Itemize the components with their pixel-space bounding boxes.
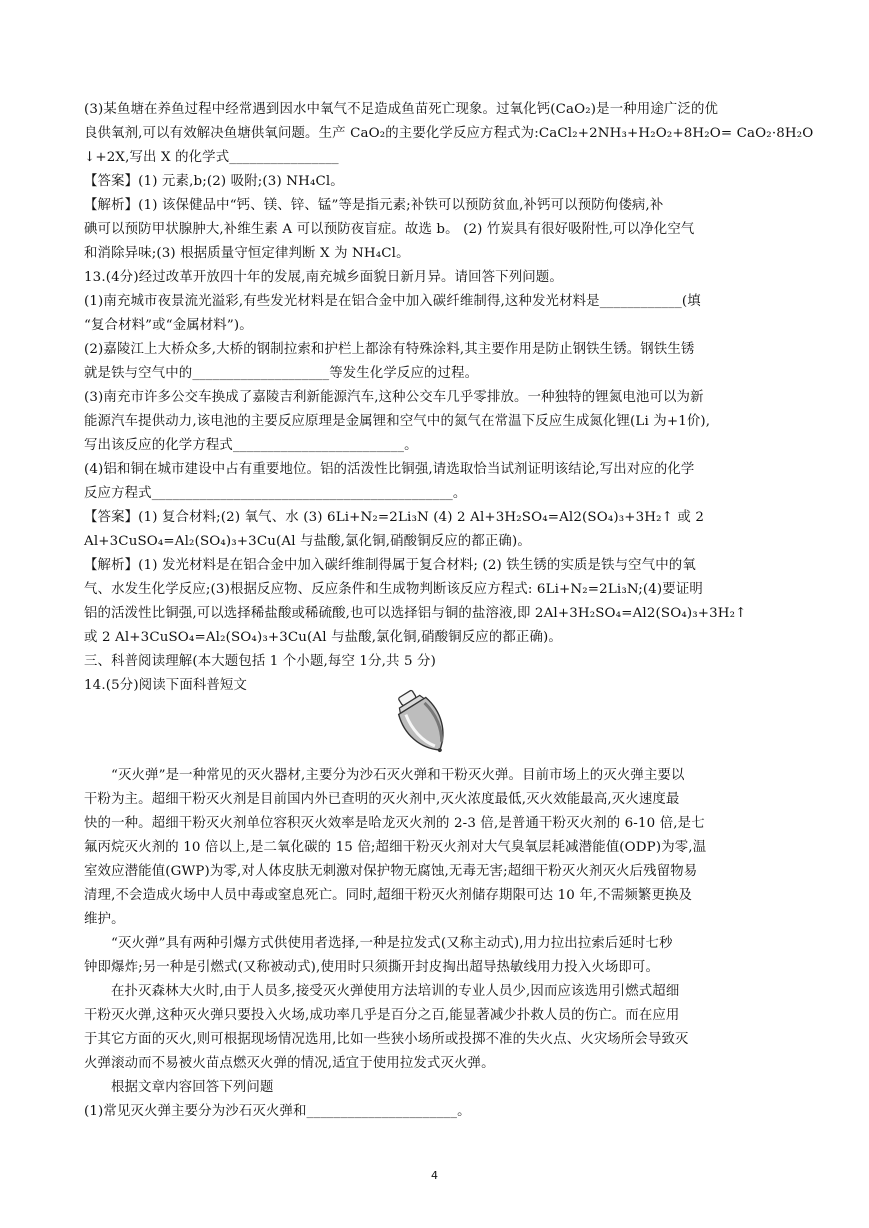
- analysis-line: 【解析】(1) 发光材料是在铝合金中加入碳纤维制得属于复合材料; (2) 铁生锈的实质是铁与空气中的氧: [84, 558, 696, 573]
- text-line: 和消除异味;(3) 根据质量守恒定律判断 X 为 NH₄Cl。: [84, 246, 410, 261]
- paragraph-line: 清理,不会造成火场中人员中毒或窒息死亡。同时,超细干粉灭火剂储存期限可达 10 年,不需频繁更换及: [84, 888, 693, 903]
- paragraph-line: 干粉为主。超细干粉灭火剂是目前国内外已查明的灭火剂中,灭火浓度最低,灭火效能最高,灭火速度最: [84, 792, 680, 807]
- section-heading: 三、科普阅读理解(本大题包括 1 个小题,每空 1分,共 5 分): [84, 654, 436, 669]
- paragraph-line: 维护。: [84, 912, 125, 927]
- text-line: Al+3CuSO₄=Al₂(SO₄)₃+3Cu(Al 与盐酸,氯化铜,硝酸铜反应的都正确)。: [84, 534, 531, 549]
- text-line: (1)南充城市夜景流光溢彩,有些发光材料是在铝合金中加入碳纤维制得,这种发光材料是____________(填: [84, 294, 701, 309]
- paragraph-line: “灭火弹”具有两种引爆方式供使用者选择,一种是拉发式(又称主动式),用力拉出拉索后延时七秒: [111, 936, 673, 951]
- text-line: 良供氧剂,可以有效解决鱼塘供氧问题。生产 CaO₂的主要化学反应方程式为:CaCl₂+2NH₃+H₂O₂+8H₂O= CaO₂·8H₂O: [84, 126, 814, 141]
- text-line: (3)某鱼塘在养鱼过程中经常遇到因水中氧气不足造成鱼苗死亡现象。过氧化钙(CaO₂)是一种用途广泛的优: [84, 102, 719, 117]
- text-line: (2)嘉陵江上大桥众多,大桥的钢制拉索和护栏上都涂有特殊涂料,其主要作用是防止钢铁生锈。钢铁生锈: [84, 342, 695, 357]
- paragraph-line: (1)常见灭火弹主要分为沙石灭火弹和______________________。: [84, 1104, 471, 1119]
- question-13-title: 13.(4分)经过改革开放四十年的发展,南充城乡面貌日新月异。请回答下列问题。: [84, 270, 563, 285]
- text-line: 气、水发生化学反应;(3)根据反应物、反应条件和生成物判断该反应方程式: 6Li+N₂=2Li₃N;(4)要证明: [84, 582, 703, 597]
- text-line: 反应方程式____________________________________________。: [84, 486, 467, 501]
- text-line: 写出该反应的化学方程式_________________________。: [84, 438, 418, 453]
- paragraph-line: 氟丙烷灭火剂的 10 倍以上,是二氧化碳的 15 倍;超细干粉灭火剂对大气臭氧层耗减潜能值(ODP)为零,温: [84, 840, 707, 855]
- analysis-line: 【解析】(1) 该保健品中“钙、镁、锌、锰”等是指元素;补铁可以预防贫血,补钙可以预防佝偻病,补: [84, 198, 664, 213]
- paragraph-line: 快的一种。超细干粉灭火剂单位容积灭火效率是哈龙灭火剂的 2-3 倍,是普通干粉灭火剂的 6-10 倍,是七: [84, 816, 705, 831]
- page-number: 4: [431, 1169, 438, 1182]
- answer-line: 【答案】(1) 复合材料;(2) 氧气、水 (3) 6Li+N₂=2Li₃N (4) 2 Al+3H₂SO₄=Al2(SO₄)₃+3H₂↑ 或 2: [84, 510, 705, 525]
- paragraph-line: “灭火弹”是一种常见的灭火器材,主要分为沙石灭火弹和干粉灭火弹。目前市场上的灭火弹主要以: [111, 768, 685, 783]
- paragraph-line: 根据文章内容回答下列问题: [111, 1080, 274, 1095]
- text-line: (3)南充市许多公交车换成了嘉陵吉利新能源汽车,这种公交车几乎零排放。一种独特的锂氮电池可以为新: [84, 390, 704, 405]
- text-line: 铝的活泼性比铜强,可以选择稀盐酸或稀硫酸,也可以选择铝与铜的盐溶液,即 2Al+3H₂SO₄=Al2(SO₄)₃+3H₂↑: [84, 606, 747, 621]
- paragraph-line: 干粉灭火弹,这种灭火弹只要投入火场,成功率几乎是百分之百,能显著减少扑救人员的伤亡。而在应用: [84, 1008, 680, 1023]
- text-line: 或 2 Al+3CuSO₄=Al₂(SO₄)₃+3Cu(Al 与盐酸,氯化铜,硝酸铜反应的都正确)。: [84, 630, 562, 645]
- text-line: 就是铁与空气中的____________________等发生化学反应的过程。: [84, 366, 479, 381]
- text-line: ↓+2X,写出 X 的化学式________________: [84, 150, 339, 165]
- paragraph-line: 于其它方面的灭火,则可根据现场情况选用,比如一些狭小场所或投掷不准的失火点、火灾场所会导致灭: [84, 1032, 689, 1047]
- text-line: (4)铝和铜在城市建设中占有重要地位。铝的活泼性比铜强,请选取恰当试剂证明该结论,写出对应的化学: [84, 462, 695, 477]
- text-line: 能源汽车提供动力,该电池的主要反应原理是金属锂和空气中的氮气在常温下反应生成氮化锂(Li 为+1价),: [84, 414, 711, 429]
- question-14-title: 14.(5分)阅读下面科普短文: [84, 678, 248, 693]
- answer-line: 【答案】(1) 元素,b;(2) 吸附;(3) NH₄Cl。: [84, 174, 344, 189]
- text-line: 碘可以预防甲状腺肿大,补维生素 A 可以预防夜盲症。故选 b。 (2) 竹炭具有很好吸附性,可以净化空气: [84, 222, 695, 237]
- text-line: “复合材料”或“金属材料”)。: [84, 318, 253, 333]
- paragraph-line: 在扑灭森林大火时,由于人员多,接受灭火弹使用方法培训的专业人员少,因而应该选用引燃式超细: [111, 984, 680, 999]
- paragraph-line: 钟即爆炸;另一种是引燃式(又称被动式),使用时只须撕开封皮掏出超导热敏线用力投入火场即可。: [84, 960, 659, 975]
- fire-extinguisher-ball-image: [384, 682, 464, 760]
- paragraph-line: 火弹滚动而不易被火苗点燃灭火弹的情况,适宜于使用拉发式灭火弹。: [84, 1056, 495, 1071]
- paragraph-line: 室效应潜能值(GWP)为零,对人体皮肤无刺激对保护物无腐蚀,无毒无害;超细干粉灭火剂灭火后残留物易: [84, 864, 698, 879]
